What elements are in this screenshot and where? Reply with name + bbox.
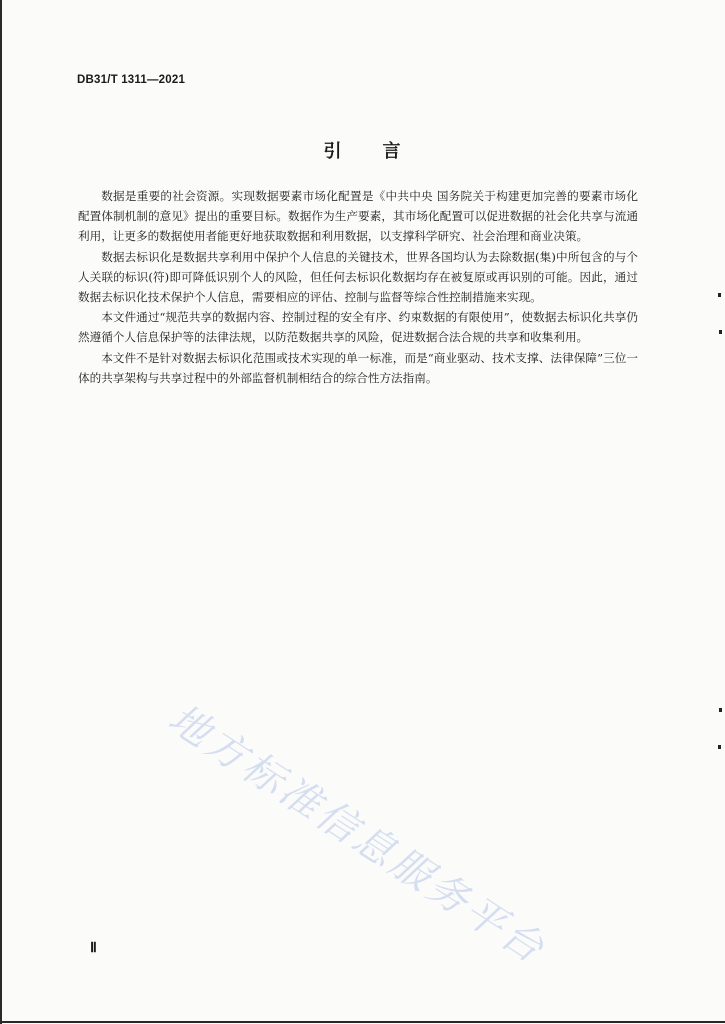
body-text [78, 186, 638, 388]
page-title [0, 137, 725, 163]
scan-edge-mark [719, 708, 722, 712]
paragraph: 本文件通过“规范共享的数据内容、控制过程的安全有序、约束数据的有限使用”，使数据去标识化共享仍然遵循个人信息保护等的法律法规，以防范数据共享的风险，促进数据合法合规的共享和收集利用。 [78, 310, 638, 345]
scan-edge-mark [719, 330, 722, 334]
scan-edge-mark [718, 745, 721, 749]
paragraph: 数据是重要的社会资源。实现数据要素市场化配置是《中共中央 国务院关于构建更加完善的要素市场化配置体制机制的意见》提出的重要目标。数据作为生产要素，其市场化配置可以促进数据的社会化共享与流通利用，让更多的数据使用者能更好地获取数据和利用数据，以支撑科学研究、社会治理和商业决策。 [78, 189, 638, 244]
paragraph: 数据去标识化是数据共享利用中保护个人信息的关键技术，世界各国均认为去除数据(集)中所包含的与个人关联的标识(符)即可降低识别个人的风险，但任何去标识化数据均存在被复原或再识别的可能。因此，通过数据去标识化技术保护个人信息，需要相应的评估、控制与监督等综合性控制措施来实现。 [78, 249, 638, 305]
document-code: DB31/T 1311—2021 [77, 74, 186, 86]
page-number: Ⅱ [90, 941, 97, 956]
title-char-1: 引 [323, 141, 343, 162]
scan-edge-mark [718, 293, 721, 297]
title-char-2: 言 [382, 141, 402, 162]
watermark: 地方标准信息服务平台 [160, 695, 555, 974]
bottom-scan-border [0, 1021, 725, 1023]
paragraph: 本文件不是针对数据去标识化范围或技术实现的单一标准，而是“商业驱动、技术支撑、法律保障”三位一体的共享架构与共享过程中的外部监督机制相结合的综合性方法指南。 [78, 350, 638, 385]
